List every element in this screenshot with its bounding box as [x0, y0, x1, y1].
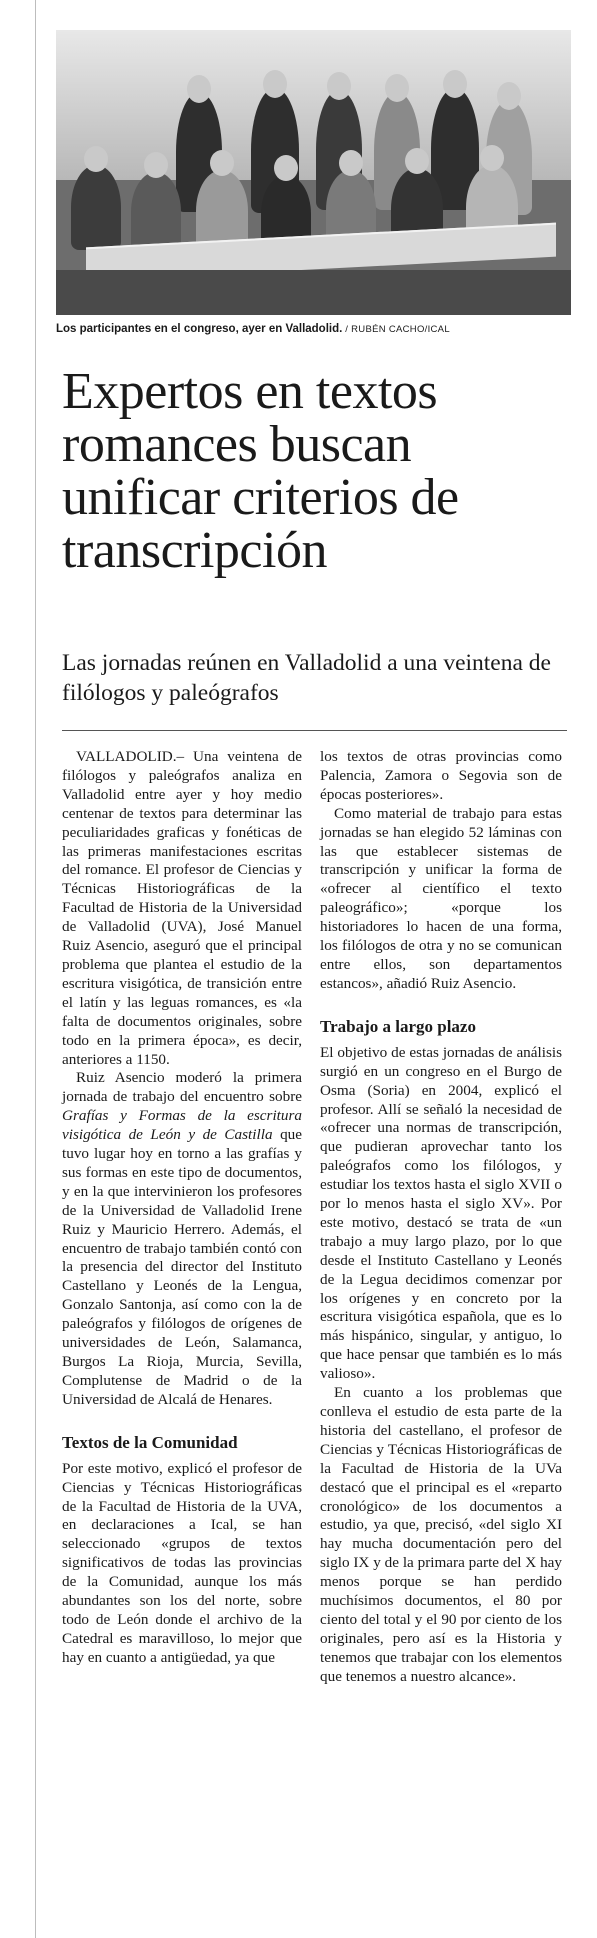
divider: [62, 730, 567, 731]
page-margin-line: [35, 0, 36, 1938]
article-column-2: [320, 748, 562, 1687]
photo-caption: [56, 323, 571, 335]
article-column-1: [62, 748, 302, 1668]
paragraph-italic: Grafías y Formas de la escritura visigótica de León y de Castilla: [62, 1107, 302, 1144]
photo-credit: / RUBÉN CACHO/ICAL: [342, 324, 450, 335]
paragraph-text: que tuvo lugar hoy en torno a las grafías y sus formas en este tipo de documentos, y en la que intervinieron los profesores de la Universidad de Valladolid Irene Ruiz y Mauricio Herrero. Además, el encuentro de trabajo también contó con la presencia del director del Instituto Castellano y Leonés de la Lengua, Gonzalo Santonja, así como con la de paleógrafos y filólogos de orígenes de universidades de León, Salamanca, Burgos La Rioja, Murcia, Sevilla, Complutense de Madrid o de la Universidad de Alcalá de Henares.: [62, 1126, 302, 1408]
paragraph: los textos de otras provincias como Palencia, Zamora o Segovia son de épocas posteriores».: [320, 748, 562, 803]
paragraph: Como material de trabajo para estas jornadas se han elegido 52 láminas con las que establecer sistemas de transcripción y unificar la forma de «ofrecer al científico el texto paleográfico»; «porque los historiadores lo hacen de una forma, los filólogos de otra y no se comunican entre ellos, son departamentos estancos», añadió Ruiz Asencio.: [320, 804, 562, 992]
subheadline: Las jornadas reúnen en Valladolid a una veintena de filólogos y paleógrafos: [62, 650, 551, 706]
paragraph: [62, 1069, 302, 1409]
section-heading: Trabajo a largo plazo: [320, 1016, 476, 1036]
group-photo: [56, 30, 571, 315]
caption-text: Los participantes en el congreso, ayer en Valladolid.: [56, 323, 343, 335]
headline: Expertos en textos romances buscan unificar criterios de transcripción: [62, 363, 459, 579]
section-heading: Textos de la Comunidad: [62, 1432, 238, 1452]
paragraph: Por este motivo, explicó el profesor de Ciencias y Técnicas Historiográficas de la Facultad de Historia de la UVA, en declaraciones a Ical, se han seleccionado «grupos de textos significativos de todas las provincias de la Comunidad, aunque los más abundantes son los del norte, sobre todo de León donde el archivo de la Catedral es maravilloso, lo mejor que hay en cuanto a antigüedad, ya que: [62, 1459, 302, 1666]
paragraph-text: Ruiz Asencio moderó la primera jornada de trabajo del encuentro sobre: [62, 1069, 302, 1106]
paragraph: En cuanto a los problemas que conlleva el estudio de esta parte de la historia del castellano, el profesor de Ciencias y Técnicas Historiográficas de la Facultad de Historia de la UVa destacó que el principal es el «reparto cronológico» de los documentos a estudio, ya que, precisó, «del siglo XI hay mucha documentación pero del siglo IX y de la primara parte del X hay menos porque se han perdido muchísimos documentos, el 80 por ciento del total y el 90 por ciento de los originales, pero así es la Historia y tenemos que trabajar con los elementos que tenemos a nuestro alcance».: [320, 1384, 562, 1685]
paragraph: VALLADOLID.– Una veintena de filólogos y paleógrafos analiza en Valladolid entre ayer y hoy medio centenar de textos para determinar las peculiaridades graficas y fonéticas de las primeras manifestaciones escritas del romance. El profesor de Ciencias y Técnicas Historiográficas de la Facultad de Historia de la Universidad de Valladolid (UVA), José Manuel Ruiz Asencio, aseguró que el principal problema que plantea el estudio de la escritura visigótica, de transición entre el latín y las leguas romances, es «la falta de documentos originales, sobre todo en la primera época», es decir, anteriores a 1150.: [62, 748, 302, 1068]
paragraph: El objetivo de estas jornadas de análisis surgió en un congreso en el Burgo de Osma (Soria) en 2004, explicó el profesor. Allí se señaló la necesidad de «ofrecer una normas de transcripción, que pudieran aprovechar tanto los paleógrafos como los filólogos, y estudiar los textos hasta el siglo XVII o por lo menos hasta el siglo XV». Por este motivo, destacó se trata de «un trabajo a muy largo plazo, por lo que desde el Instituto Castellano y Leonés de la Legua decidimos comenzar por los orígenes y en concreto por la escritura visigótica española, que es lo más hispánico, singular, y antiguo, lo que hace pensar que también es lo más valioso».: [320, 1043, 562, 1383]
